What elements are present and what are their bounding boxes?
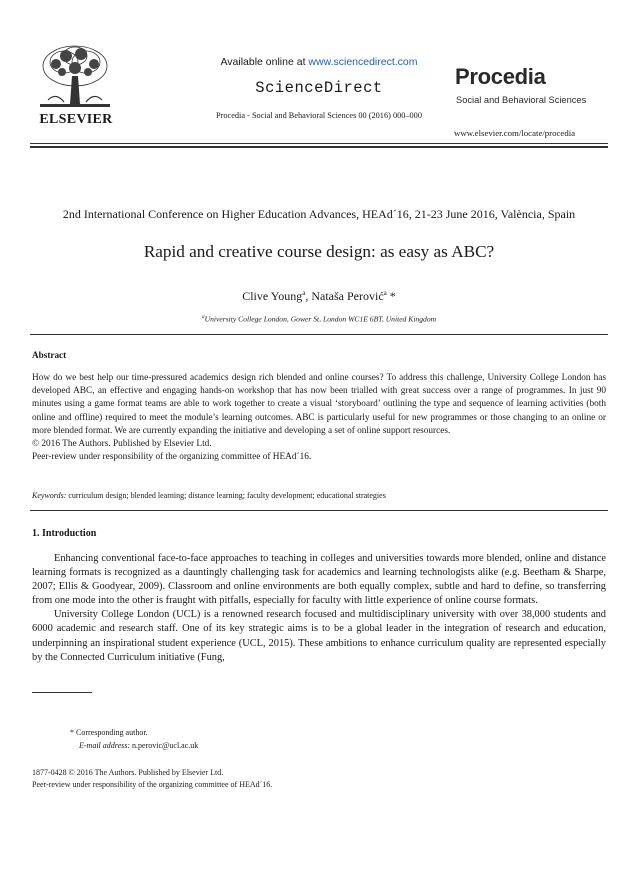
- sciencedirect-link[interactable]: www.sciencedirect.com: [308, 56, 418, 68]
- introduction-body: [32, 552, 606, 665]
- abstract-body: [32, 372, 606, 464]
- affiliation-text: University College London, Gower St, London WC1E 6BT, United Kingdom: [204, 314, 437, 324]
- abstract-heading: Abstract: [32, 350, 67, 360]
- affiliation-mark: a: [201, 314, 205, 320]
- procedia-logo-subtitle: Social and Behavioral Sciences: [456, 95, 587, 105]
- issn-copyright-line: 1877-0428 © 2016 The Authors. Published by Elsevier Ltd.: [32, 768, 224, 777]
- footer-peer-review-line: Peer-review under responsibility of the organizing committee of HEAd´16.: [32, 780, 273, 789]
- abstract-text: How do we best help our time-pressured academics design rich blended and online courses? To address this challenge, University College London has developed ABC, an effective and engaging hands-on workshop that has now been trialled with great success over a range of programmes. In just 90 minutes using a game format teams are able to work together to create a visual ‘storyboard’ outlining the type and sequence of learning activities (both online and offline) required to meet the module’s learning outcomes. ABC is particularly useful for new programmes or those changing to an online or more blended format. We are currently expanding the initiative and developing a set of online support resources.: [32, 373, 606, 436]
- intro-paragraph-1: Enhancing conventional face-to-face approaches to teaching in colleges and universities towards more blended, online and distance learning formats is recognized as a dauntingly challenging task for academics and learning technologists alike (e.g. Beetham & Sharpe, 2007; Ellis & Goodyear, 2009). Classroom and online environments are both equally complex, subtle and hard to define, so transferring from one mode into the other is fraught with pitfalls, especially for faculty with little experience of online course formats.: [32, 553, 606, 607]
- corresponding-mark: *: [386, 289, 396, 303]
- corresponding-author-note: * Corresponding author.: [70, 728, 148, 737]
- affiliation: [0, 314, 638, 324]
- introduction-heading: 1. Introduction: [32, 528, 97, 539]
- keywords-line: [32, 491, 386, 500]
- journal-citation-line: Procedia - Social and Behavioral Sciences 00 (2016) 000–000: [216, 111, 422, 120]
- author-1-affil-mark: a: [302, 289, 306, 297]
- footnote-rule: [32, 692, 92, 693]
- journal-url[interactable]: www.elsevier.com/locate/procedia: [454, 128, 576, 138]
- elsevier-wordmark: ELSEVIER: [39, 112, 113, 127]
- author-2-affil-mark: a: [383, 289, 387, 297]
- abstract-peer-review: Peer-review under responsibility of the organizing committee of HEAd´16.: [32, 452, 312, 463]
- paper-title: Rapid and creative course design: as easy as ABC?: [143, 242, 495, 261]
- title-rule: [30, 334, 608, 335]
- email-note: [79, 741, 198, 750]
- author-list: [0, 289, 638, 304]
- header-rule-thin: [30, 143, 608, 144]
- keywords-label: Keywords:: [32, 491, 67, 500]
- sciencedirect-title: ScienceDirect: [255, 79, 383, 97]
- abstract-rule: [30, 510, 608, 511]
- abstract-copyright: © 2016 The Authors. Published by Elsevier Ltd.: [32, 439, 212, 450]
- available-prefix: Available online at: [220, 56, 309, 68]
- intro-paragraph-2: University College London (UCL) is a renowned research focused and multidisciplinary university with over 38,000 students and 6000 academic and research staff. One of its key strategic aims is to be a global leader in the integration of research and education, underpinning an inspirational student experience (UCL, 2015). These ambitions to enhance curriculum quality are represented especially by the Connected Curriculum initiative (Fung,: [32, 609, 606, 663]
- procedia-logo-title: Procedia: [455, 64, 546, 89]
- email-label: E-mail address:: [79, 741, 131, 750]
- email-address[interactable]: n.perovic@ucl.ac.uk: [130, 741, 199, 750]
- keywords-text: curriculum design; blended learning; distance learning; faculty development; educational strategies: [66, 491, 386, 500]
- conference-name: 2nd International Conference on Higher Education Advances, HEAd´16, 21-23 June 2016, València, Spain: [62, 207, 576, 221]
- author-1: Clive Young: [242, 289, 303, 303]
- author-2: , Nataša Perović: [305, 289, 384, 303]
- elsevier-tree-logo-icon: [36, 42, 114, 112]
- header-rule-thick: [30, 146, 608, 148]
